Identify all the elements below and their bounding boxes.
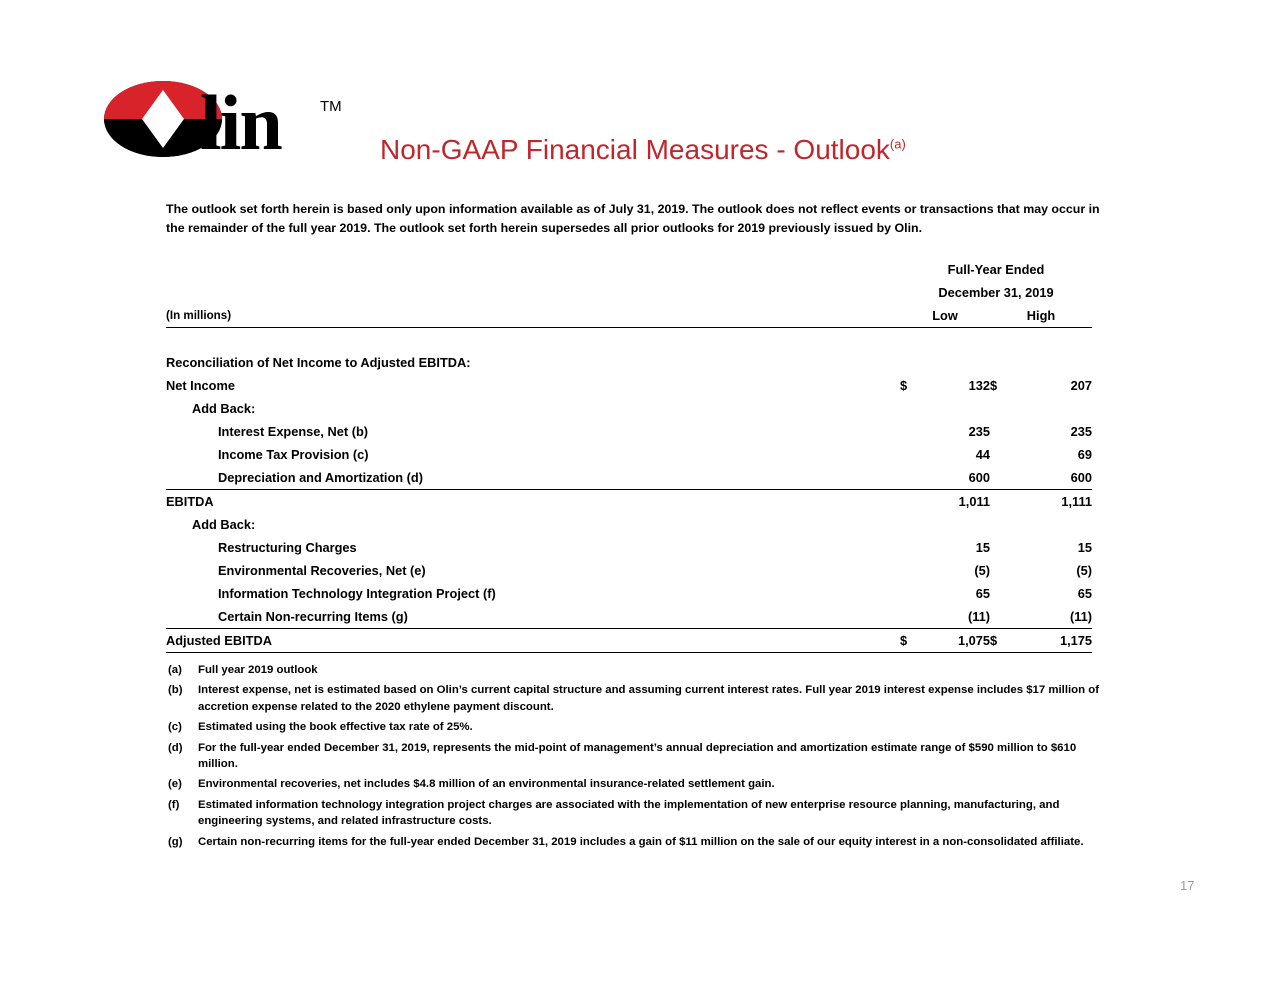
table-row <box>166 536 1092 559</box>
table-row <box>166 513 1092 536</box>
table-row <box>166 559 1092 582</box>
row-value-low: 132 <box>968 378 990 393</box>
footnotes-list <box>168 662 1108 854</box>
row-currency-low <box>900 559 924 582</box>
row-value-high: 1,175 <box>1026 629 1092 653</box>
footnote-text: Environmental recoveries, net includes $4.8 million of an environmental insurance-related settlement gain. <box>198 778 775 791</box>
spacer-cell <box>166 328 1092 352</box>
row-value-low: 1,075 <box>924 629 990 653</box>
logo-wordmark: lin <box>200 79 281 166</box>
row-label: Adjusted EBITDA <box>166 629 900 653</box>
section-title-label: Reconciliation of Net Income to Adjusted EBITDA: <box>166 355 471 370</box>
intro-paragraph: The outlook set forth herein is based only upon information available as of July 31, 2019. The outlook does not reflect events or transactions that may occur in the remainder of the full year 2019. The outlook set forth herein supersedes all prior outlooks for 2019 previously issued by Olin. <box>166 202 1100 236</box>
footnote-item <box>168 834 1108 850</box>
row-currency-high <box>990 582 1026 605</box>
row-value-low: 235 <box>968 424 990 439</box>
row-value-low: (5) <box>974 563 990 578</box>
empty-cell <box>924 351 990 374</box>
footnote-text: Interest expense, net is estimated based on Olin’s current capital structure and assuming current interest rates. Full year 2019 interest expense includes $17 million of accretion expense related to the 2020 ethylene payment discount. <box>198 684 1100 713</box>
table-row <box>166 374 1092 397</box>
footnote-item <box>168 740 1108 773</box>
row-value-high: 600 <box>1026 466 1092 490</box>
row-value-high: 65 <box>1077 586 1092 601</box>
empty-cell <box>1026 351 1092 374</box>
footnote-marker: (b) <box>168 684 183 697</box>
table-header-row-date <box>166 281 1092 304</box>
footnote-marker: (f) <box>168 798 180 811</box>
row-currency-high <box>990 443 1026 466</box>
row-currency-low: $ <box>900 378 908 393</box>
row-value-high: 207 <box>1070 378 1092 393</box>
table-row <box>166 443 1092 466</box>
table-row <box>166 397 1092 420</box>
row-currency-low <box>900 443 924 466</box>
table-row <box>166 466 1092 490</box>
row-currency-high <box>990 490 1026 514</box>
footnote-text: For the full-year ended December 31, 2019, represents the mid-point of management’s annual depreciation and amortization estimate range of $590 million to $610 million. <box>198 741 1077 771</box>
row-value-high <box>1026 397 1092 420</box>
row-value-high: 15 <box>1077 540 1092 555</box>
table-row <box>166 605 1092 629</box>
column-header-low: Low <box>900 304 990 328</box>
table-row <box>166 582 1092 605</box>
footnote-text: Estimated using the book effective tax rate of 25%. <box>198 721 473 734</box>
row-currency-high <box>990 536 1026 559</box>
row-value-high: 1,111 <box>1061 494 1092 509</box>
page-number: 17 <box>1180 878 1195 893</box>
row-currency-low <box>900 582 924 605</box>
header-period-date: December 31, 2019 <box>938 285 1054 300</box>
footnote-marker: (c) <box>168 721 182 734</box>
financial-reconciliation-table <box>166 258 1092 653</box>
row-value-low: 600 <box>924 466 990 490</box>
header-full-year-ended: Full-Year Ended <box>947 262 1045 277</box>
row-currency-high <box>990 605 1026 629</box>
empty-cell <box>990 351 1026 374</box>
footnote-marker: (g) <box>168 835 183 848</box>
table-row <box>166 420 1092 443</box>
row-currency-low: $ <box>900 629 924 653</box>
row-currency-low <box>900 466 924 490</box>
row-label: Add Back: <box>192 401 256 416</box>
page-title <box>380 134 906 166</box>
row-value-low: 44 <box>975 447 990 462</box>
footnote-marker: (e) <box>168 778 182 791</box>
footnote-text: Full year 2019 outlook <box>198 664 318 676</box>
table-row-total <box>166 629 1092 653</box>
header-units-label: (In millions) <box>166 304 900 328</box>
row-label: Add Back: <box>192 517 256 532</box>
row-label: Certain Non-recurring Items (g) <box>166 605 900 629</box>
row-currency-low <box>900 420 924 443</box>
row-label: Net Income <box>166 378 235 393</box>
row-value-low <box>924 513 990 536</box>
row-label: Restructuring Charges <box>218 540 357 555</box>
row-value-high: (11) <box>1026 605 1092 629</box>
row-currency-high <box>990 559 1026 582</box>
row-value-low: 65 <box>975 586 990 601</box>
row-currency-high <box>990 397 1026 420</box>
footnote-item <box>168 776 1108 792</box>
trademark-symbol: TM <box>320 98 342 115</box>
footnote-text: Certain non-recurring items for the full-year ended December 31, 2019 includes a gain of $11 million on the sale of our equity interest in a non-consolidated affiliate. <box>198 835 1084 848</box>
footnote-item <box>168 682 1108 715</box>
table-section-title-row <box>166 351 1092 374</box>
row-label: Information Technology Integration Project (f) <box>218 586 496 601</box>
column-header-high: High <box>990 304 1092 328</box>
row-value-low: 1,011 <box>958 494 990 509</box>
row-value-low: 15 <box>975 540 990 555</box>
footnote-text: Estimated information technology integration project charges are associated with the implementation of new enterprise resource planning, manufacturing, and engineering systems, and related infrastructure costs. <box>198 798 1060 828</box>
row-value-high: 69 <box>1077 447 1092 462</box>
row-currency-high: $ <box>990 629 1026 653</box>
footnote-item <box>168 719 1108 735</box>
footnote-item <box>168 797 1108 830</box>
empty-cell <box>900 351 924 374</box>
row-currency-high <box>990 513 1026 536</box>
row-currency-high: $ <box>990 378 998 393</box>
table-spacer <box>166 328 1092 352</box>
row-currency-low <box>900 397 924 420</box>
row-currency-low <box>900 490 924 514</box>
row-value-low: (11) <box>924 605 990 629</box>
row-label: EBITDA <box>166 494 214 509</box>
table-row-subtotal <box>166 490 1092 514</box>
row-label: Environmental Recoveries, Net (e) <box>218 563 426 578</box>
footnote-marker: (d) <box>168 741 183 754</box>
page-title-footnote-marker: (a) <box>889 136 906 152</box>
row-currency-low <box>900 536 924 559</box>
empty-cell <box>166 281 900 304</box>
row-label: Income Tax Provision (c) <box>218 447 369 462</box>
footnote-marker: (a) <box>168 664 182 676</box>
table-header-row-columns <box>166 304 1092 328</box>
row-currency-low <box>900 513 924 536</box>
row-currency-low <box>900 605 924 629</box>
row-value-high: (5) <box>1076 563 1092 578</box>
footnote-item <box>168 662 1108 678</box>
row-label: Interest Expense, Net (b) <box>218 424 369 439</box>
row-value-high <box>1026 513 1092 536</box>
olin-logo <box>104 78 354 166</box>
row-currency-high <box>990 466 1026 490</box>
row-label: Depreciation and Amortization (d) <box>166 466 900 490</box>
row-value-low <box>924 397 990 420</box>
row-value-high: 235 <box>1070 424 1092 439</box>
page-title-text: Non-GAAP Financial Measures - Outlook <box>380 134 890 165</box>
empty-cell <box>166 258 900 281</box>
table-header-row-period <box>166 258 1092 281</box>
row-currency-high <box>990 420 1026 443</box>
